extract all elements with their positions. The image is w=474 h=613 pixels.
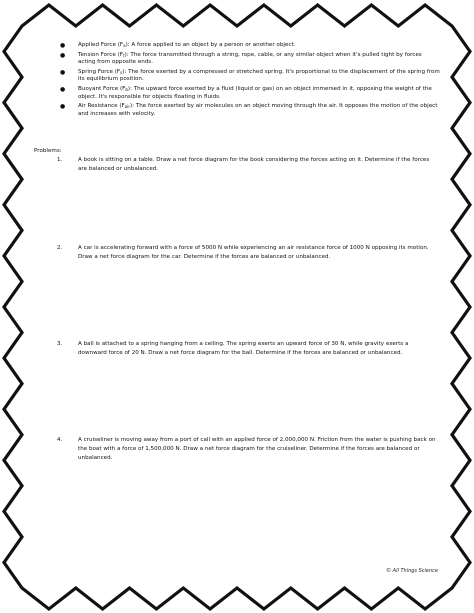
bullet-icon: ● xyxy=(60,85,66,93)
copyright-mark: © All Things Science xyxy=(386,568,438,574)
definition-term: Air Resistance (F xyxy=(78,103,125,110)
definition-tension-force xyxy=(34,52,440,67)
definition-spring-force xyxy=(34,69,440,84)
bullet-icon: ● xyxy=(60,103,66,111)
bullet-icon: ● xyxy=(60,68,66,76)
problem-number: 4. xyxy=(57,437,63,443)
problem-number: 1. xyxy=(57,157,63,163)
definition-buoyant-force xyxy=(34,86,440,101)
definition-subscript: b xyxy=(125,86,128,92)
problem-item xyxy=(34,156,440,174)
problem-item xyxy=(34,436,440,463)
force-definitions-list xyxy=(34,42,440,120)
definition-term: Buoyant Force (F xyxy=(78,85,126,92)
bullet-icon: ● xyxy=(60,51,66,59)
problem-text: A cruiseliner is moving away from a port of call with an applied force of 2,000,000 N. Friction from the water is pushing back on the boat with a force of 1,500,000 N. Draw a net force diagram for the cruiseliner. Determine if the forces are balanced or unbalanced. xyxy=(78,437,436,461)
definition-term: Spring Force (F xyxy=(78,68,121,75)
problem-item xyxy=(34,340,440,358)
definition-text: ): The force transmitted through a string, rope, cable, or any similar object when it's pulled tight by forces acting from opposite ends. xyxy=(78,51,422,66)
definition-air-resistance xyxy=(34,103,440,118)
problems-heading: Problems: xyxy=(34,148,62,154)
problem-text: A book is sitting on a table. Draw a net force diagram for the book considering the forces acting on it. Determine if the forces are balanced or unbalanced. xyxy=(78,157,430,172)
problem-number: 3. xyxy=(57,341,63,347)
problem-item xyxy=(34,244,440,262)
definition-subscript: a xyxy=(123,43,126,48)
definition-applied-force xyxy=(34,42,440,50)
definition-term: Tension Force (F xyxy=(78,51,123,58)
problem-text: A ball is attached to a spring hanging from a ceiling. The spring exerts an upward force of 30 N, while gravity exerts a downward force of 20 N. Draw a net force diagram for the ball. Determine if the forces are balanced or unbalanced. xyxy=(78,341,409,356)
definition-text: ): A force applied to an object by a person or another object. xyxy=(125,42,296,48)
definition-subscript: air xyxy=(124,104,130,110)
definition-subscript: s xyxy=(120,69,123,75)
problem-number: 2. xyxy=(57,245,63,251)
definition-text: ): The force exerted by a compressed or stretched spring. It's proportional to the displacement of the spring from its equilibrium position. xyxy=(78,68,440,83)
definition-text: ): The force exerted by air molecules on an object moving through the air. It opposes the motion of the object and increases with velocity. xyxy=(78,103,438,117)
bullet-icon: ● xyxy=(60,42,66,49)
definition-text: ): The upward force exerted by a fluid (liquid or gas) on an object immersed in it, opposing the weight of the object. It's responsible for objects floating in fluids. xyxy=(78,85,432,100)
worksheet-content xyxy=(34,42,440,574)
definition-subscript: t xyxy=(122,52,125,58)
definition-term: Applied Force (F xyxy=(78,42,124,48)
problem-text: A car is accelerating forward with a force of 5000 N while experiencing an air resistance force of 1000 N opposing its motion. Draw a net force diagram for the car. Determine if the forces are balanced or unbalanced. xyxy=(78,245,429,260)
